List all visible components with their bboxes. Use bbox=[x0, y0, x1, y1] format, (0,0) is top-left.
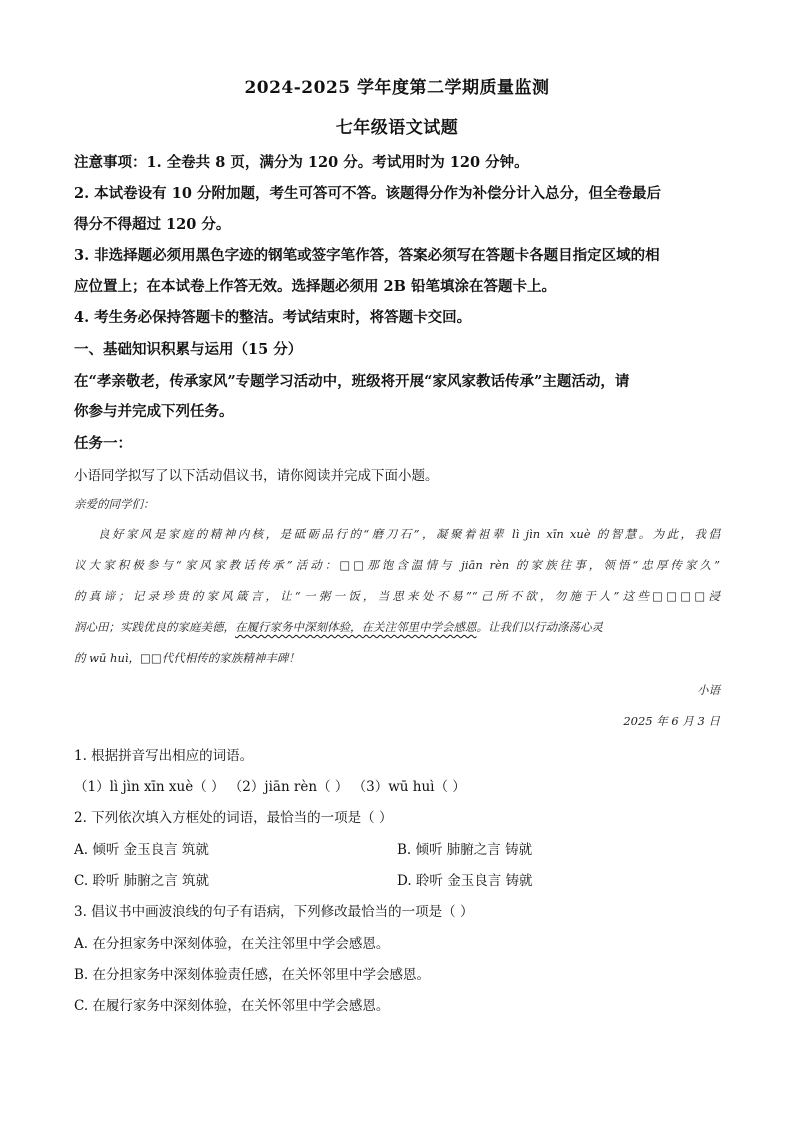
question-3: 3. 倡议书中画波浪线的句子有语病，下列修改最恰当的一项是（ ） bbox=[74, 904, 474, 920]
question-3-option-a: A. 在分担家务中深刻体验，在关注邻里中学会感恩。 bbox=[74, 936, 390, 952]
letter-greeting: 亲爱的同学们： bbox=[74, 497, 155, 511]
note-3-line-2: 应位置上；在本试卷上作答无效。选择题必须用 2B 铅笔填涂在答题卡上。 bbox=[74, 278, 556, 295]
note-2-line-2: 得分不得超过 120 分。 bbox=[74, 216, 231, 233]
question-2-option-a: A. 倾听 金玉良言 筑就 bbox=[74, 842, 209, 858]
note-2-line-1: 2. 本试卷设有 10 分附加题，考生可答可不答。该题得分作为补偿分计入总分，但全卷最后 bbox=[74, 185, 661, 202]
exam-subtitle: 七年级语文试题 bbox=[335, 118, 459, 138]
section-heading: 一、基础知识积累与运用（15 分） bbox=[74, 341, 303, 358]
question-3-option-c: C. 在履行家务中深刻体验，在关怀邻里中学会感恩。 bbox=[74, 998, 390, 1014]
task-description: 小语同学拟写了以下活动倡议书，请你阅读并完成下面小题。 bbox=[74, 468, 439, 484]
section-intro-line-2: 你参与并完成下列任务。 bbox=[74, 403, 234, 420]
letter-line-5: 的 wū huì，□□代代相传的家族精神丰碑！ bbox=[74, 651, 300, 665]
question-1: 1. 根据拼音写出相应的词语。 bbox=[74, 748, 254, 764]
letter-line-2: 议大家积极参与“家风家教话传承”活动：□□那饱含温情与 jiān rèn 的家族往事，领悟“忠厚传家久” bbox=[74, 558, 720, 572]
question-2: 2. 下列依次填入方框处的词语，最恰当的一项是（ ） bbox=[74, 810, 393, 826]
question-3-option-b: B. 在分担家务中深刻体验责任感，在关怀邻里中学会感恩。 bbox=[74, 967, 431, 983]
letter-date: 2025 年 6 月 3 日 bbox=[623, 714, 720, 728]
note-4: 4. 考生务必保持答题卡的整洁。考试结束时，将答题卡交回。 bbox=[74, 309, 472, 326]
question-2-option-b: B. 倾听 肺腑之言 铸就 bbox=[397, 842, 533, 858]
letter-line-3: 的真谛；记录珍贵的家风箴言，让“一粥一饭，当思来处不易”“己所不欲，勿施于人”这些□□□□浸 bbox=[74, 589, 720, 603]
exam-title: 2024-2025 学年度第二学期质量监测 bbox=[244, 78, 550, 98]
letter-line-1: 良好家风是家庭的精神内核，是砥砺品行的“磨刀石”，凝聚着祖辈 lì jìn xīn xuè 的智慧。为此，我倡 bbox=[98, 527, 720, 541]
note-3-line-1: 3. 非选择题必须用黑色字迹的钢笔或签字笔作答，答案必须写在答题卡各题目指定区域的相 bbox=[74, 247, 660, 264]
question-1-blanks: （1）lì jìn xīn xuè（ ） （2）jiān rèn（ ） （3）wū huì（ ） bbox=[74, 779, 466, 795]
question-2-option-d: D. 聆听 金玉良言 铸就 bbox=[397, 873, 533, 889]
letter-line-4-end: 。让我们以行动涤荡心灵 bbox=[476, 620, 603, 634]
letter-signature: 小语 bbox=[697, 683, 720, 697]
task-label: 任务一： bbox=[74, 435, 132, 452]
wavy-underlined-sentence: 在履行家务中深刻体验，在关注邻里中学会感恩 bbox=[235, 620, 477, 634]
note-1: 注意事项：1. 全卷共 8 页，满分为 120 分。考试用时为 120 分钟。 bbox=[74, 154, 529, 171]
section-intro-line-1: 在“孝亲敬老，传承家风”专题学习活动中，班级将开展“家风家教话传承”主题活动，请 bbox=[74, 373, 630, 390]
question-2-option-c: C. 聆听 肺腑之言 筑就 bbox=[74, 873, 210, 889]
letter-line-4-start: 润心田；实践优良的家庭美德， bbox=[74, 620, 235, 634]
letter-line-4 bbox=[74, 619, 720, 635]
